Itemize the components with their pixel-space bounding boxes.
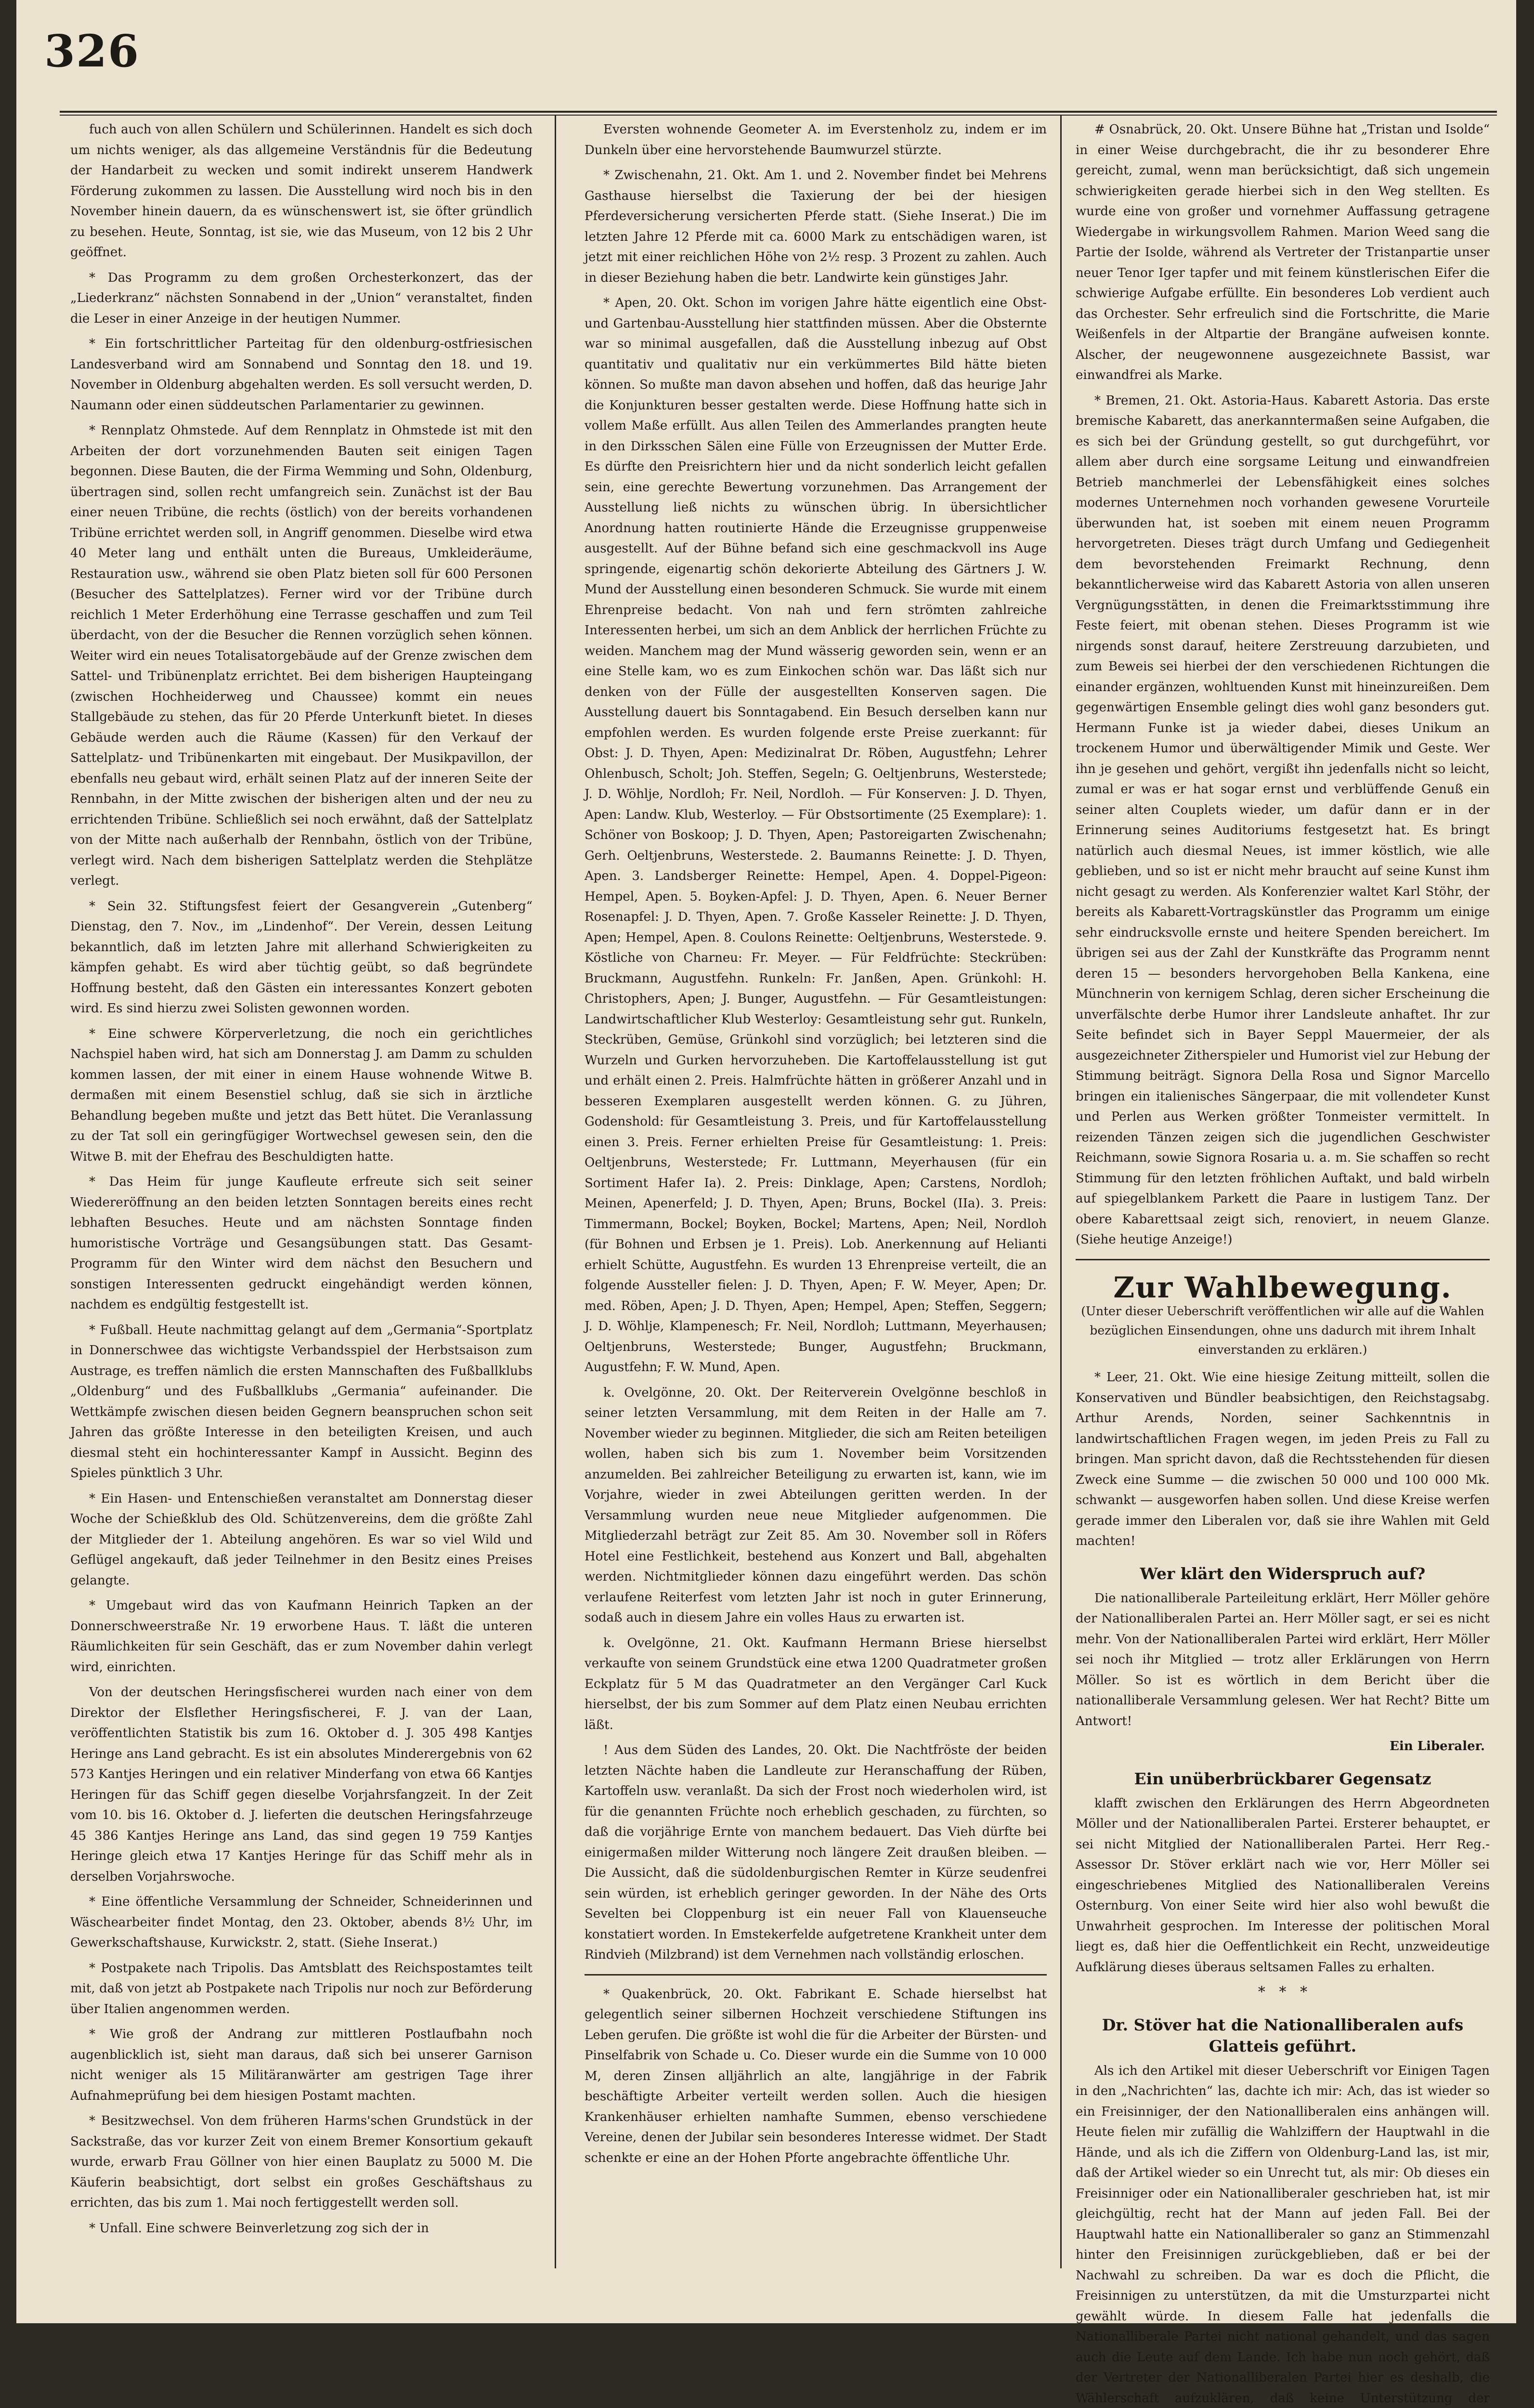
column-left bbox=[70, 119, 533, 2263]
article-paragraph: k. Ovelgönne, 21. Okt. Kaufmann Hermann Briese hierselbst verkaufte von seinem Grundstück eine etwa 1200 Quadratmeter großen Eckplatz für 5 M das Quadratmeter an den Vergänger Carl Kuck hierselbst, der bis zum Sommer auf dem Platz einen Neubau errichten läßt. bbox=[585, 1633, 1047, 1736]
article-paragraph: Als ich den Artikel mit dieser Ueberschrift vor Einigen Tagen in den „Nachrichten“ las, dachte ich mir: Ach, das ist wieder so ein Freisinniger, der den Nationalliberalen eins anhängen will. Heute fielen mir zufällig die Wahlziffern der Hauptwahl in die Hände, und als ich die Ziffern von Oldenburg-Land las, ist mir, daß der Artikel wieder so ein Unrecht tut, als mir: Ob dieses ein Freisinniger oder ein Nationalliberaler geschrieben hat, ist mir gleichgültig, recht hat der Mann auf jeden Fall. Bei der Hauptwahl hatte ein Nationalliberaler so ganz an Stimmenzahl hinter den Freisinnigen zurückgeblieben, daß er bei der Nachwahl zu schreiben. Da war es doch die Pflicht, die Freisinnigen zu unterstützen, da mit die Umsturzpartei nicht gewählt würde. In diesem Falle hat jedenfalls die Nationalliberale Partei nicht national gehandelt, und das sagen auch die Leute auf dem Lande. Ich habe nun noch gehört, daß der Vertreter der Nationalliberalen Partei hier es deshalb, die Wählerschaft aufzuklären, daß keine Unterstützung der bbox=[1076, 2061, 1490, 2408]
header-rule-thin bbox=[60, 115, 1497, 116]
article-paragraph: Von der deutschen Heringsfischerei wurden nach einer von dem Direktor der Elsflether Heringsfischerei, F. J. van der Laan, veröffentlichten Statistik bis zum 16. Oktober d. J. 305 498 Kantjes Heringe ans Land gebracht. Es ist ein absolutes Minderergebnis von 62 573 Kantjes Heringen und ein relativer Minderfang von etwa 66 Kantjes Heringen für das Schiff gegen dieselbe Vorjahrsfangzeit. In der Zeit vom 10. bis 16. Oktober d. J. lieferten die deutschen Heringsfahrzeuge 45 386 Kantjes Heringe ans Land, das sind gegen 19 759 Kantjes Heringe gleich etwa 17 Kantjes Heringe für das Schiff mehr als in derselben Vorjahrswoche. bbox=[70, 1682, 533, 1887]
article-paragraph: * Leer, 21. Okt. Wie eine hiesige Zeitung mitteilt, sollen die Konservativen und Bündler beabsichtigen, den Reichstagsabg. Arthur Arends, Norden, seiner Sachkenntnis in landwirtschaftlichen Fragen wegen, im jeden Preis zu Fall zu bringen. Man spricht davon, daß die Rechtsstehenden für diesen Zweck eine Summe — die zwischen 50 000 und 100 000 Mk. schwankt — ausgeworfen haben sollen. Und diese Kreise werfen gerade immer den Liberalen vor, daß sie ihre Wahlen mit Geld machten! bbox=[1076, 1367, 1490, 1552]
article-paragraph: * Sein 32. Stiftungsfest feiert der Gesangverein „Gutenberg“ Dienstag, den 7. Nov., im „Lindenhof“. Der Verein, dessen Leitung bekanntlich, daß im letzten Jahre mit allerhand Schwierigkeiten zu kämpfen gehabt. Es wird aber tüchtig geübt, so daß begründete Hoffnung besteht, daß den Gästen ein interessantes Konzert geboten wird. Es sind hierzu zwei Solisten gewonnen worden. bbox=[70, 896, 533, 1019]
section-divider bbox=[1076, 1259, 1490, 1260]
article-headline: Dr. Stöver hat die Nationalliberalen aufs Glatteis geführt. bbox=[1076, 2015, 1490, 2057]
column-rule-2 bbox=[1060, 116, 1062, 2268]
article-paragraph: * Das Programm zu dem großen Orchesterkonzert, das der „Liederkranz“ nächsten Sonnabend in der „Union“ veranstaltet, finden die Leser in einer Anzeige in der heutigen Nummer. bbox=[70, 268, 533, 329]
separator-stars: * * * bbox=[1076, 1982, 1490, 2003]
section-title: Zur Wahlbewegung. bbox=[1076, 1278, 1490, 1298]
article-paragraph: * Fußball. Heute nachmittag gelangt auf dem „Germania“-Sportplatz in Donnerschwee das wichtigste Verbandsspiel der Herbstsaison zum Austrage, es treffen nämlich die ersten Mannschaften des Fußballklubs „Oldenburg“ und des Fußballklubs „Germania“ aufeinander. Die Wettkämpfe zwischen diesen beiden Gegnern beanspruchen schon seit Jahren das größte Interesse in den beteiligten Kreisen, und auch diesmal steht ein hochinteressanter Kampf in Aussicht. Beginn des Spieles pünktlich 3 Uhr. bbox=[70, 1320, 533, 1484]
article-paragraph: ! Aus dem Süden des Landes, 20. Okt. Die Nachtfröste der beiden letzten Nächte haben die Landleute zur Heranschaffung der Rüben, Kartoffeln usw. veranlaßt. Da sich der Frost noch wiederholen wird, ist für die genannten Früchte noch erheblich geschaden, zu fürchten, so daß die vorjährige Ernte von manchem bedauert. Das Vieh dürfte bei einigermaßen milder Witterung noch längere Zeit draußen bleiben. — Die Aussicht, daß die südoldenburgischen Remter in Kürze seudenfrei sein würden, ist erheblich geringer geworden. In der Nähe des Orts Sevelten bei Cloppenburg ist ein neuer Fall von Klauenseuche konstatiert worden. In Emstekerfelde aufgetretene Krankheit unter dem Rindvieh (Milzbrand) ist dem Vernehmen nach vollständig erloschen. bbox=[585, 1740, 1047, 1965]
article-headline: Wer klärt den Widerspruch auf? bbox=[1076, 1563, 1490, 1584]
article-paragraph: * Ein fortschrittlicher Parteitag für den oldenburg-ostfriesischen Landesverband wird am Sonnabend und Sonntag den 18. und 19. November in Oldenburg abgehalten werden. Es soll versucht werden, D. Naumann oder einen süddeutschen Parlamentarier zu gewinnen. bbox=[70, 334, 533, 416]
header-rule bbox=[60, 111, 1497, 113]
article-paragraph: * Quakenbrück, 20. Okt. Fabrikant E. Schade hierselbst hat gelegentlich seiner silbernen Hochzeit verschiedene Stiftungen ins Leben gerufen. Die größte ist wohl die für die Arbeiter der Bürsten- und Pinselfabrik von Schade u. Co. Dieser wurde ein die Summe von 10 000 M, deren Zinsen alljährlich an alte, langjährige in der Fabrik beschäftigte Arbeiter verteilt werden sollen. Auch die hiesigen Krankenhäuser erhielten namhafte Summen, ebenso verschiedene Vereine, denen der Jubilar sein besonderes Interesse widmet. Der Stadt schenkte er eine an der Hohen Pforte angebrachte öffentliche Uhr. bbox=[585, 1984, 1047, 2169]
article-paragraph: * Rennplatz Ohmstede. Auf dem Rennplatz in Ohmstede ist mit den Arbeiten der dort vorzunehmenden Bauten seit einigen Tagen begonnen. Diese Bauten, die der Firma Wemming und Sohn, Oldenburg, übertragen sind, sollen recht umfangreich sein. Zunächst ist der Bau einer neuen Tribüne, die rechts (östlich) von der bereits vorhandenen Tribüne errichtet werden soll, in Angriff genommen. Dieselbe wird etwa 40 Meter lang und enthält unten die Bureaus, Umkleideräume, Restauration usw., während sie oben Platz bieten soll für 600 Personen (Besucher des Sattelplatzes). Ferner wird vor der Tribüne durch reichlich 1 Meter Erderhöhung eine Terrasse geschaffen und zum Teil überdacht, von der die Besucher die Rennen vorzüglich sehen können. Weiter wird ein neues Totalisatorgebäude auf der Grenze zwischen dem Sattel- und Tribünenplatz errichtet. Bei dem bisherigen Haupteingang (zwischen Hochheiderweg und Chaussee) kommt ein neues Stallgebäude zu stehen, das für 20 Pferde Unterkunft bietet. In dieses Gebäude werden auch die Räume (Kassen) für den Verkauf der Sattelplatz- und Tribünenkarten mit eingebaut. Der Musikpavillon, der ebenfalls neu gebaut wird, erhält seinen Platz auf der inneren Seite der Rennbahn, in der Mitte zwischen der bisherigen alten und der neu zu errichtenden Tribüne. Schließlich sei noch erwähnt, daß der Sattelplatz von der Mitte nach außerhalb der Rennbahn, östlich von der Tribüne, verlegt wird. Nach dem bisherigen Sattelplatz werden die Stehplätze verlegt. bbox=[70, 420, 533, 891]
article-paragraph: * Apen, 20. Okt. Schon im vorigen Jahre hätte eigentlich eine Obst- und Gartenbau-Ausstellung hier stattfinden müssen. Aber die Obsternte war so minimal ausgefallen, daß die Ausstellung inbezug auf Obst quantitativ und qualitativ nur ein verkümmertes Bild hätte bieten können. So mußte man davon absehen und hoffen, daß das heurige Jahr die Konjunkturen besser gestalten werde. Diese Hoffnung hatte sich in vollem Maße erfüllt. Aus allen Teilen des Ammerlandes prangten heute in den Dirksschen Sälen eine Fülle von Erzeugnissen der Mutter Erde. Es dürfte den Preisrichtern hier und da nicht sonderlich leicht gefallen sein, eine gerechte Bewertung vorzunehmen. Das Arrangement der Ausstellung ließ nichts zu wünschen übrig. In übersichtlicher Anordnung hatten routinierte Hände die Erzeugnisse gruppenweise ausgestellt. Auf der Bühne befand sich eine geschmackvoll ins Auge springende, eigenartig schön dekorierte Abteilung des Gärtners J. W. Mund der Ausstellung einen besonderen Schmuck. Sie wurde mit einem Ehrenpreise bedacht. Von nah und fern strömten zahlreiche Interessenten herbei, um sich an dem Anblick der herrlichen Früchte zu weiden. Manchem mag der Mund wässerig geworden sein, wenn er an eine Stelle kam, wo es zum Einkochen schön war. Das läßt sich nur denken von der Fülle der ausgestellten Konserven sagen. Die Ausstellung dauert bis Sonntagabend. Ein Besuch derselben kann nur empfohlen werden. Es wurden folgende erste Preise zuerkannt: für Obst: J. D. Thyen, Apen: Medizinalrat Dr. Röben, Augustfehn; Lehrer Ohlenbusch, Scholt; Joh. Steffen, Segeln; G. Oeltjenbruns, Westerstede; J. D. Wöhlje, Nordloh; Fr. Neil, Nordloh. — Für Konserven: J. D. Thyen, Apen: Landw. Klub, Westerloy. — Für Obstsortimente (25 Exemplare): 1. Schöner von Boskoop; J. D. Thyen, Apen; Pastoreigarten Zwischenahn; Gerh. Oeltjenbruns, Westerstede. 2. Baumanns Reinette: J. D. Thyen, Apen. 3. Landsberger Reinette: Hempel, Apen. 4. Doppel-Pigeon: Hempel, Apen. 5. Boyken-Apfel: J. D. Thyen, Apen. 6. Neuer Berner Rosenapfel: J. D. Thyen, Apen. 7. Große Kasseler Reinette: J. D. Thyen, Apen; Hempel, Apen. 8. Coulons Reinette: Oeltjenbruns, Westerstede. 9. Köstliche von Charneu: Fr. Meyer. — Für Feldfrüchte: Steckrüben: Bruckmann, Augustfehn. Runkeln: Fr. Janßen, Apen. Grünkohl: H. Christophers, Apen; J. Bunger, Augustfehn. — Für Gesamtleistungen: Landwirtschaftlicher Klub Westerloy: Gesamtleistung sehr gut. Runkeln, Steckrüben, Gemüse, Grünkohl sind vorzüglich; bei letzteren sind die Wurzeln und Gurken hervorzuheben. Die Kartoffelausstellung ist gut und erhält einen 2. Preis. Halmfrüchte hätten in größerer Anzahl und in besseren Exemplaren ausgestellt werden können. G. zu Jühren, Godenshold: für Gesamtleistung 3. Preis, und für Kartoffelausstellung einen 3. Preis. Ferner erhielten Preise für Gesamtleistung: 1. Preis: Oeltjenbruns, Westerstede; Fr. Luttmann, Meyerhausen (für ein Sortiment Hafer Ia). 2. Preis: Dinklage, Apen; Carstens, Nordloh; Meinen, Apenerfeld; J. D. Thyen, Apen; Bruns, Bockel (IIa). 3. Preis: Timmermann, Bockel; Boyken, Bockel; Martens, Apen; Neil, Nordloh (für Bohnen und Erbsen je 1. Preis). Lob. Anerkennung auf Helianti erhielt Schütte, Augustfehn. Es wurden 13 Ehrenpreise verteilt, die an folgende Aussteller fielen: J. D. Thyen, Apen; F. W. Meyer, Apen; Dr. med. Röben, Apen; J. D. Thyen, Apen; Hempel, Apen; Steffen, Seggern; J. D. Wöhlje, Klampenesch; Fr. Neil, Nordloh; Luttmann, Meyerhausen; Oeltjenbruns, Westerstede; Bunger, Augustfehn; Bruckmann, Augustfehn; F. W. Mund, Apen. bbox=[585, 293, 1047, 1378]
column-right bbox=[1076, 119, 1490, 2263]
article-paragraph: * Das Heim für junge Kaufleute erfreute sich seit seiner Wiedereröffnung an den beiden letzten Sonntagen bereits eines recht lebhaften Besuches. Heute und am nächsten Sonntage finden humoristische Vorträge und Gesangsübungen statt. Das Gesamt-Programm für den Winter wird dem nächst den Besuchern und sonstigen Interessenten gedruckt eingehändigt werden können, nachdem es endgültig festgestellt ist. bbox=[70, 1172, 533, 1315]
column-middle bbox=[585, 119, 1047, 2263]
article-paragraph: k. Ovelgönne, 20. Okt. Der Reiterverein Ovelgönne beschloß in seiner letzten Versammlung, mit dem Reiten in der Halle am 7. November wieder zu beginnen. Mitglieder, die sich am Reiten beteiligen wollen, haben sich bis zum 1. November beim Vorsitzenden anzumelden. Bei zahlreicher Beteiligung zu erwarten ist, kann, wie im Vorjahre, wieder in zwei Abteilungen geritten werden. In der Versammlung wurden neue neue Mitglieder aufgenommen. Die Mitgliederzahl beträgt zur Zeit 85. Am 30. November soll in Röfers Hotel eine Festlichkeit, bestehend aus Konzert und Ball, abgehalten werden. Nichtmitglieder können dazu eingeführt werden. Das schön verlaufene Reiterfest vom letzten Jahr ist noch in guter Erinnerung, sodaß auch in diesem Jahre ein volles Haus zu erwarten ist. bbox=[585, 1383, 1047, 1628]
article-paragraph: * Bremen, 21. Okt. Astoria-Haus. Kabarett Astoria. Das erste bremische Kabarett, das anerkanntermaßen seine Aufgaben, die es sich bei der Gründung gestellt, so gut durchgeführt, vor allem aber durch eine sorgsame Leitung und einwandfreien Betrieb manchmerlei der Lebensfähigkeit eines solches modernes Unternehmen noch vorhanden gewesene Vorurteile überwunden hat, ist soeben mit einem neuen Programm hervorgetreten. Dieses trägt durch Umfang und Gediegenheit dem bevorstehenden Freimarkt Rechnung, denn bekanntlicherweise wird das Kabarett Astoria von allen unseren Vergnügungsstätten, in denen die Freimarktsstimmung ihre Feste feiert, mit obenan stehen. Dieses Programm ist wie nirgends sonst darauf, heitere Zerstreuung darzubieten, und zum Beweis sei hierbei der den verschiedenen Richtungen die einander ergänzen, wohltuenden Kunst mit hineinzureißen. Dem gegenwärtigen Ensemble gelingt dies wohl ganz besonders gut. Hermann Funke ist ja wieder dabei, dieses Unikum an trockenem Humor und überwältigender Mimik und Geste. Wer ihn je gesehen und gehört, vergißt ihn jedenfalls nicht so leicht, zumal er was er hat sogar ernst und verblüffende Genuß ein seiner alten Couplets wieder, um dafür dann er in der Erinnerung seines Auditoriums festgesetzt hat. Es bringt natürlich auch diesmal Neues, ist immer köstlich, wie alle geblieben, und so ist er nicht mehr braucht auf seine Kunst ihm nicht gesagt zu werden. Als Konferenzier waltet Karl Stöhr, der bereits als Kabarett-Vortragskünstler das Programm um einige sehr eindrucksvolle ernste und heitere Spenden bereichert. Im übrigen sei aus der Zahl der Kunstkräfte das Programm nennt deren 15 — besonders hervorgehoben Bella Kankena, eine Münchnerin von kernigem Schlag, deren sicher Erscheinung die unverfälschte derbe Humor ihrer Landsleute anhaftet. Ihr zur Seite befindet sich in Bayer Seppl Mauermeier, der als ausgezeichneter Zitherspieler und Humorist viel zur Hebung der Stimmung beiträgt. Signora Della Rosa und Signor Marcello bringen ein italienisches Sängerpaar, die mit vollendeter Kunst und Perlen aus Werken größter Tonmeister vermittelt. In reizenden Tänzen zeigen sich die jugendlichen Geschwister Reichmann, sowie Signora Rosaria u. a. m. Sie schaffen so recht Stimmung für den letzten fröhlichen Auftakt, und bald wirbeln auf spiegelblankem Parkett die Paare in lustigem Tanz. Der obere Kabarettsaal zeigt sich, renoviert, in neuem Glanze. (Siehe heutige Anzeige!) bbox=[1076, 391, 1490, 1250]
article-paragraph: * Zwischenahn, 21. Okt. Am 1. und 2. November findet bei Mehrens Gasthause hierselbst die Taxierung der bei der hiesigen Pferdeversicherung versicherten Pferde statt. (Siehe Inserat.) Die im letzten Jahre 12 Pferde mit ca. 6000 Mark zu entschädigen waren, ist jetzt mit einer reichlichen Höhe von 2½ resp. 3 Prozent zu zahlen. Auch in dieser Beziehung haben die betr. Landwirte kein günstiges Jahr. bbox=[585, 165, 1047, 288]
article-paragraph: * Unfall. Eine schwere Beinverletzung zog sich der in bbox=[70, 2218, 533, 2239]
section-intro: (Unter dieser Ueberschrift veröffentlichen wir alle auf die Wahlen bezüglichen Einsendungen, ohne uns dadurch mit ihrem Inhalt einverstanden zu erklären.) bbox=[1076, 1302, 1490, 1360]
article-paragraph: * Ein Hasen- und Entenschießen veranstaltet am Donnerstag dieser Woche der Schießklub des Old. Schützenvereins, dem die größte Zahl der Mitglieder der 1. Abteilung angehören. Es war so viel Wild und Geflügel angekauft, daß jeder Teilnehmer in den Besitz eines Preises gelangte. bbox=[70, 1489, 533, 1591]
column-rule-1 bbox=[555, 116, 556, 2268]
article-paragraph: klafft zwischen den Erklärungen des Herrn Abgeordneten Möller und der Nationalliberalen Partei. Ersterer behauptet, er sei nicht Mitglied der Nationalliberalen Partei. Herr Reg.-Assessor Dr. Stöver erklärt nach wie vor, Herr Möller sei eingeschriebenes Mitglied des Nationalliberalen Vereins Osternburg. Von einer Seite wird hier also wohl bewußt die Unwahrheit gesprochen. Im Interesse der politischen Moral liegt es, daß hier die Oeffentlichkeit ein Recht, unzweideutige Aufklärung dieses überaus seltsamen Falles zu erhalten. bbox=[1076, 1793, 1490, 1978]
newspaper-page bbox=[16, 0, 1516, 2323]
article-paragraph: * Eine öffentliche Versammlung der Schneider, Schneiderinnen und Wäschearbeiter findet Montag, den 23. Oktober, abends 8½ Uhr, im Gewerkschaftshause, Kurwickstr. 2, statt. (Siehe Inserat.) bbox=[70, 1892, 533, 1953]
article-paragraph: Eversten wohnende Geometer A. im Everstenholz zu, indem er im Dunkeln über eine hervorstehende Baumwurzel stürzte. bbox=[585, 119, 1047, 160]
section-divider bbox=[585, 1974, 1047, 1976]
article-paragraph: fuch auch von allen Schülern und Schülerinnen. Handelt es sich doch um nichts weniger, als das allgemeine Verständnis für die Bedeutung der Handarbeit zu wecken und somit indirekt unserem Handwerk Förderung zukommen zu lassen. Die Ausstellung wird noch bis in den November hinein dauern, da es wünschenswert ist, sie öfter gründlich zu besehen. Heute, Sonntag, ist sie, wie das Museum, von 12 bis 2 Uhr geöffnet. bbox=[70, 119, 533, 263]
article-paragraph: * Postpakete nach Tripolis. Das Amtsblatt des Reichspostamtes teilt mit, daß von jetzt ab Postpakete nach Tripolis nur noch zur Beförderung über Italien angenommen werden. bbox=[70, 1958, 533, 2020]
article-paragraph: * Besitzwechsel. Von dem früheren Harms'schen Grundstück in der Sackstraße, das vor kurzer Zeit von einem Bremer Konsortium gekauft wurde, erwarb Frau Göllner von hier einen Bauplatz zu 5000 M. Die Käuferin beabsichtigt, dort selbst ein großes Geschäftshaus zu errichten, das bis zum 1. Mai noch fertiggestellt werden soll. bbox=[70, 2111, 533, 2213]
article-signature: Ein Liberaler. bbox=[1076, 1736, 1485, 1757]
article-headline: Ein unüberbrückbarer Gegensatz bbox=[1076, 1768, 1490, 1790]
article-paragraph: # Osnabrück, 20. Okt. Unsere Bühne hat „Tristan und Isolde“ in einer Weise durchgebracht, die ihr zu besonderer Ehre gereicht, zumal, wenn man berücksichtigt, daß sich ungemein schwierigkeiten gerade hierbei sich in den Weg stellten. Es wurde eine von großer und vornehmer Auffassung getragene Wiedergabe in wirkungsvollem Rahmen. Marion Weed sang die Partie der Isolde, während als Vertreter der Tristanpartie unser neuer Tenor Iger tapfer und mit feinem künstlerischen Eifer die schwierige Aufgabe erfüllte. Ein besonderes Lob verdient auch das Orchester. Sehr erfreulich sind die Fortschritte, die Marie Weißenfels in der Altpartie der Brangäne aufweisen konnte. Alscher, der neugewonnene ausgezeichnete Bassist, war einwandfrei als Marke. bbox=[1076, 119, 1490, 386]
article-paragraph: Die nationalliberale Parteileitung erklärt, Herr Möller gehöre der Nationalliberalen Partei an. Herr Möller sagt, er sei es nicht mehr. Von der Nationalliberalen Partei wird erklärt, Herr Möller sei noch ihr Mitglied — trotz aller Erklärungen von Herrn Möller. So ist es wörtlich in dem Bericht über die nationalliberale Versammlung gelesen. Wer hat Recht? Bitte um Antwort! bbox=[1076, 1588, 1490, 1732]
article-paragraph: * Umgebaut wird das von Kaufmann Heinrich Tapken an der Donnerschweerstraße Nr. 19 erworbene Haus. T. läßt die unteren Räumlichkeiten für sein Geschäft, das er zum November dahin verlegt wird, einrichten. bbox=[70, 1596, 533, 1677]
page-number: 326 bbox=[44, 25, 140, 77]
article-paragraph: * Wie groß der Andrang zur mittleren Postlaufbahn noch augenblicklich ist, sieht man daraus, daß sich bei unserer Garnison nicht weniger als 15 Militäranwärter am gestrigen Tage ihrer Aufnahmeprüfung bei dem hiesigen Postamt machten. bbox=[70, 2024, 533, 2106]
article-paragraph: * Eine schwere Körperverletzung, die noch ein gerichtliches Nachspiel haben wird, hat sich am Donnerstag J. am Damm zu schulden kommen lassen, der mit einer in einem Hause wohnende Witwe B. dermaßen mit einem Besenstiel schlug, daß sie sich in ärztliche Behandlung begeben mußte und jetzt das Bett hütet. Die Veranlassung zu der Tat soll ein geringfügiger Wortwechsel gewesen sein, den die Witwe B. mit der Ehefrau des Beschuldigten hatte. bbox=[70, 1024, 533, 1167]
